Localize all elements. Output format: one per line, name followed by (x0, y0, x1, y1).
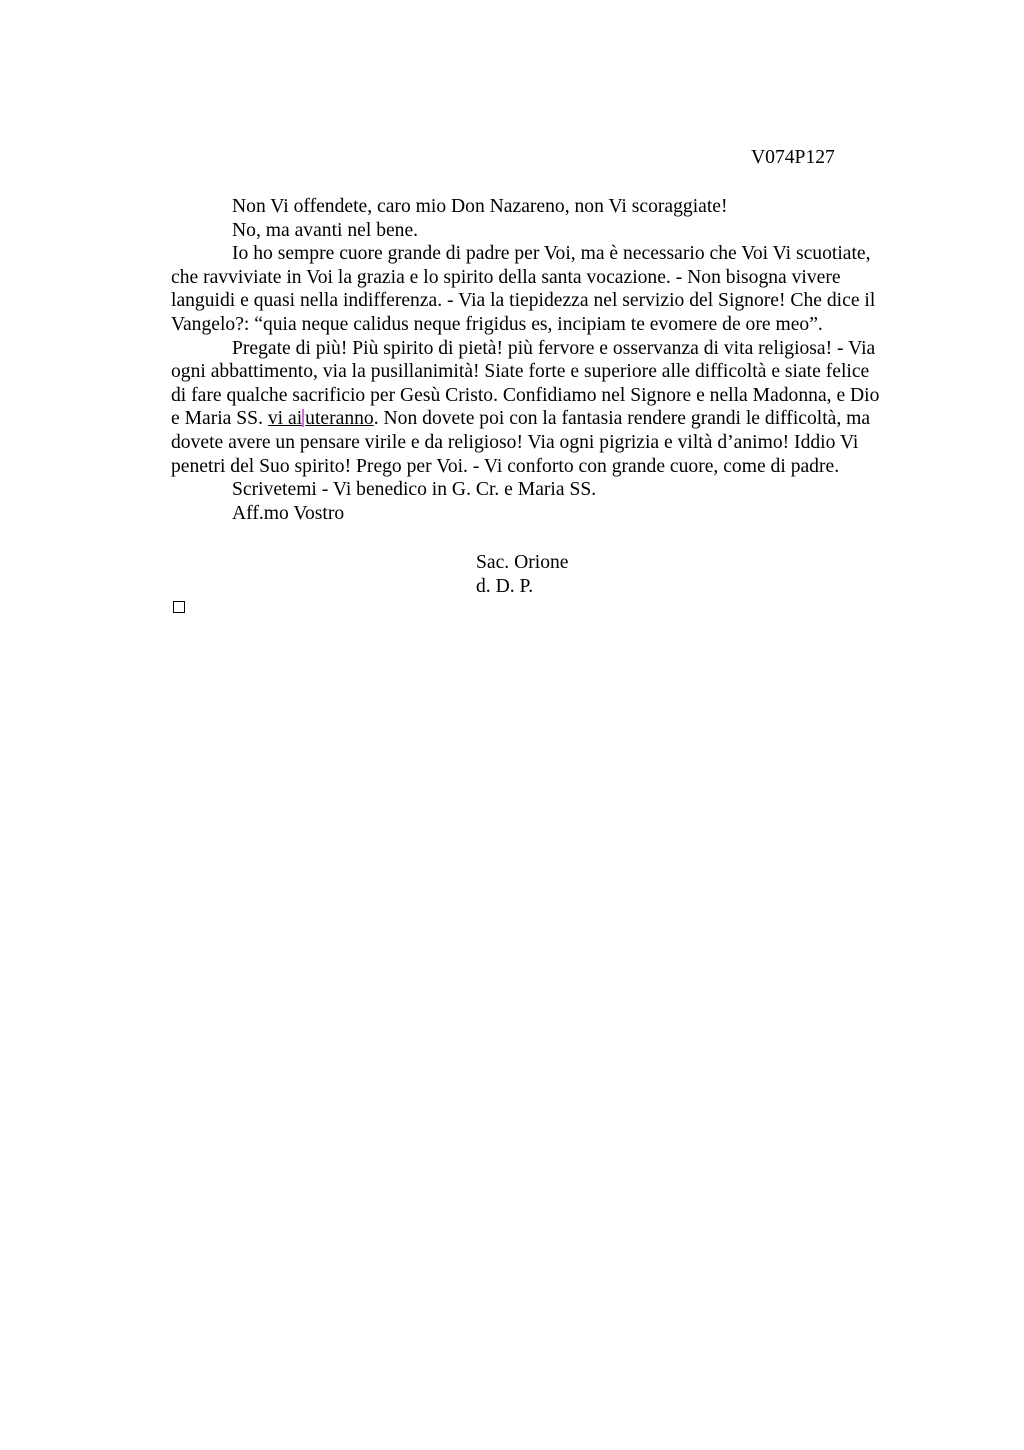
underlined-text-b: uteranno (305, 408, 374, 430)
letter-line: No, ma avanti nel bene. (232, 219, 419, 241)
letter-body (171, 195, 921, 525)
letter-line: di fare qualche sacrificio per Gesù Cristo. Confidiamo nel Signore e nella Madonna, e Dio (171, 384, 880, 406)
signature-name: Sac. Orione (476, 552, 569, 573)
page-id: V074P127 (751, 147, 835, 168)
letter-line: ogni abbattimento, via la pusillanimità! Siate forte e superiore alle difficoltà e siate felice (171, 361, 870, 383)
letter-line: Non Vi offendete, caro mio Don Nazareno, non Vi scoraggiate! (232, 196, 728, 217)
letter-line: Scrivetemi - Vi benedico in G. Cr. e Maria SS. (232, 479, 597, 501)
signature-block (476, 551, 569, 599)
underlined-text-a: vi ai (267, 408, 303, 430)
letter-line: penetri del Suo spirito! Prego per Voi. - Vi conforto con grande cuore, come di padre. (171, 455, 840, 477)
letter-line: dovete avere un pensare virile e da religioso! Via ogni pigrizia e viltà d’animo! Iddio Vi (171, 431, 859, 453)
letter-line: che ravviviate in Voi la grazia e lo spirito della santa vocazione. - Non bisogna vivere (171, 266, 841, 288)
letter-line: Vangelo?: “quia neque calidus neque frigidus es, incipiam te evomere de ore meo”. (171, 313, 823, 335)
letter-line: Aff.mo Vostro (232, 502, 345, 524)
letter-line: languidi e quasi nella indifferenza. - Via la tiepidezza nel servizio del Signore! Che dice il (171, 290, 876, 312)
text-cursor (302, 409, 304, 427)
letter-line: Io ho sempre cuore grande di padre per Voi, ma è necessario che Voi Vi scuotiate, (232, 243, 871, 265)
letter-line-edited (171, 407, 921, 431)
checkbox-icon[interactable] (173, 601, 185, 613)
letter-line-start: e Maria SS. (171, 408, 268, 430)
letter-line-rest: . Non dovete poi con la fantasia rendere grandi le difficoltà, ma (373, 408, 871, 430)
signature-title: d. D. P. (476, 576, 534, 597)
letter-line: Pregate di più! Più spirito di pietà! più fervore e osservanza di vita religiosa! - Via (232, 337, 876, 359)
